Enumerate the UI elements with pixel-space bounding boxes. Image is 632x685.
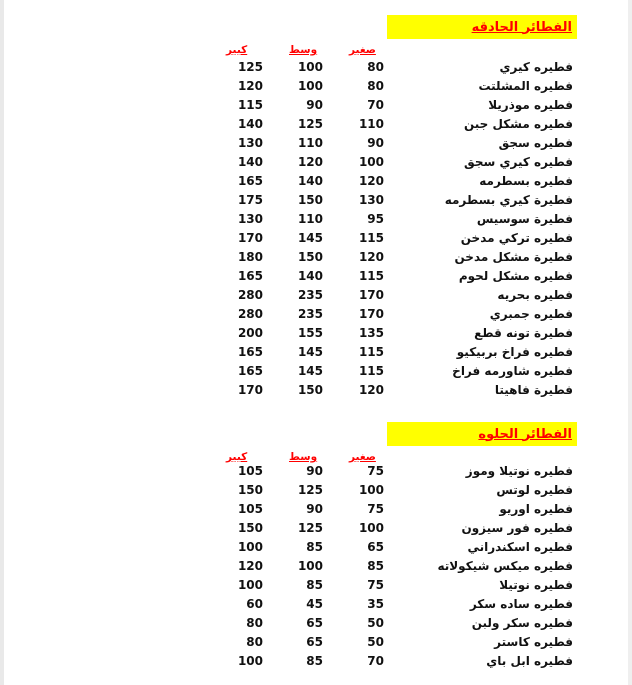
price-medium: 45 — [306, 597, 323, 611]
price-large: 150 — [237, 521, 263, 535]
price-medium: 140 — [297, 174, 323, 188]
price-large: 80 — [246, 635, 263, 649]
price-medium: 100 — [297, 60, 323, 74]
item-name: فطيره بحريه — [497, 288, 573, 302]
price-small: 35 — [367, 597, 384, 611]
price-medium: 155 — [297, 326, 323, 340]
item-name: فطيره المشلتت — [478, 79, 573, 93]
menu-item-row — [0, 153, 632, 172]
price-medium: 120 — [297, 155, 323, 169]
price-large: 100 — [237, 540, 263, 554]
menu-item-row — [0, 305, 632, 324]
menu-item-row — [0, 58, 632, 77]
price-small: 135 — [358, 326, 384, 340]
price-small: 70 — [367, 654, 384, 668]
price-small: 90 — [367, 136, 384, 150]
savory-items-list — [0, 58, 632, 400]
savory-header-small: صغير — [349, 44, 376, 56]
item-name: فطيره لوتس — [496, 483, 573, 497]
menu-item-row — [0, 191, 632, 210]
item-name: فطيره مشكل لحوم — [458, 269, 573, 283]
price-small: 85 — [367, 559, 384, 573]
price-small: 130 — [358, 193, 384, 207]
price-medium: 65 — [306, 616, 323, 630]
item-name: فطيره ميكس شيكولاته — [437, 559, 573, 573]
item-name: فطيره كيري — [499, 60, 573, 74]
savory-title: الفطائر الحادقه — [471, 19, 572, 35]
menu-item-row — [0, 248, 632, 267]
price-large: 165 — [237, 174, 263, 188]
price-large: 100 — [237, 578, 263, 592]
price-medium: 235 — [297, 288, 323, 302]
item-name: فطيره شاورمه فراخ — [452, 364, 573, 378]
price-small: 170 — [358, 307, 384, 321]
menu-item-row — [0, 229, 632, 248]
price-large: 100 — [237, 654, 263, 668]
price-medium: 150 — [297, 250, 323, 264]
price-small: 100 — [358, 483, 384, 497]
price-medium: 150 — [297, 193, 323, 207]
price-small: 50 — [367, 635, 384, 649]
sweet-header-large: كبير — [226, 451, 248, 463]
sweet-items-list — [0, 462, 632, 671]
price-small: 100 — [358, 521, 384, 535]
price-small: 115 — [358, 231, 384, 245]
price-large: 120 — [237, 79, 263, 93]
menu-item-row — [0, 652, 632, 671]
price-small: 170 — [358, 288, 384, 302]
item-name: فطيره ابل باي — [486, 654, 573, 668]
price-medium: 140 — [297, 269, 323, 283]
menu-item-row — [0, 96, 632, 115]
menu-item-row — [0, 210, 632, 229]
price-medium: 65 — [306, 635, 323, 649]
price-large: 120 — [237, 559, 263, 573]
menu-item-row — [0, 286, 632, 305]
price-small: 100 — [358, 155, 384, 169]
price-medium: 85 — [306, 540, 323, 554]
price-large: 125 — [237, 60, 263, 74]
price-small: 120 — [358, 174, 384, 188]
price-small: 50 — [367, 616, 384, 630]
price-medium: 90 — [306, 98, 323, 112]
item-name: فطيره نوتيلا — [499, 578, 573, 592]
price-small: 115 — [358, 345, 384, 359]
menu-item-row — [0, 343, 632, 362]
item-name: فطيره موذريلا — [488, 98, 573, 112]
menu-item-row — [0, 267, 632, 286]
sweet-header-medium: وسط — [289, 451, 318, 463]
price-medium: 145 — [297, 231, 323, 245]
menu-item-row — [0, 500, 632, 519]
savory-header-large: كبير — [226, 44, 248, 56]
price-medium: 110 — [297, 136, 323, 150]
price-medium: 150 — [297, 383, 323, 397]
price-small: 65 — [367, 540, 384, 554]
price-large: 170 — [237, 383, 263, 397]
price-large: 140 — [237, 155, 263, 169]
price-large: 140 — [237, 117, 263, 131]
price-large: 130 — [237, 136, 263, 150]
price-small: 75 — [367, 502, 384, 516]
price-small: 75 — [367, 464, 384, 478]
item-name: فطيره جمبري — [489, 307, 573, 321]
item-name: فطيرة تونه قطع — [474, 326, 573, 340]
price-small: 110 — [358, 117, 384, 131]
price-medium: 85 — [306, 654, 323, 668]
item-name: فطيره تركي مدخن — [460, 231, 573, 245]
price-medium: 110 — [297, 212, 323, 226]
price-medium: 100 — [297, 79, 323, 93]
menu-item-row — [0, 481, 632, 500]
price-large: 280 — [237, 307, 263, 321]
menu-item-row — [0, 324, 632, 343]
item-name: فطيره نوتيلا وموز — [465, 464, 573, 478]
price-large: 165 — [237, 345, 263, 359]
item-name: فطيرة كيري بسطرمه — [444, 193, 573, 207]
item-name: فطيرة مشكل مدخن — [454, 250, 573, 264]
menu-item-row — [0, 538, 632, 557]
price-medium: 145 — [297, 345, 323, 359]
savory-title-box — [387, 15, 577, 39]
price-medium: 100 — [297, 559, 323, 573]
price-small: 80 — [367, 60, 384, 74]
sweet-header-small: صغير — [349, 451, 376, 463]
menu-item-row — [0, 172, 632, 191]
item-name: فطيره كاستر — [494, 635, 573, 649]
menu-item-row — [0, 595, 632, 614]
price-large: 165 — [237, 364, 263, 378]
price-medium: 85 — [306, 578, 323, 592]
price-small: 75 — [367, 578, 384, 592]
item-name: فطيرة فاهيتا — [494, 383, 573, 397]
item-name: فطيره اسكندراني — [467, 540, 573, 554]
price-large: 280 — [237, 288, 263, 302]
menu-item-row — [0, 614, 632, 633]
menu-item-row — [0, 381, 632, 400]
menu-item-row — [0, 519, 632, 538]
price-medium: 235 — [297, 307, 323, 321]
price-large: 105 — [237, 464, 263, 478]
item-name: فطيره سجق — [498, 136, 573, 150]
item-name: فطيرة سوسيس — [476, 212, 573, 226]
savory-header-medium: وسط — [289, 44, 318, 56]
menu-item-row — [0, 557, 632, 576]
price-small: 115 — [358, 364, 384, 378]
price-medium: 90 — [306, 502, 323, 516]
item-name: فطيره ساده سكر — [469, 597, 573, 611]
price-large: 200 — [237, 326, 263, 340]
item-name: فطيره فراخ بربيكيو — [456, 345, 573, 359]
price-medium: 145 — [297, 364, 323, 378]
item-name: فطيره فور سيزون — [461, 521, 573, 535]
price-large: 105 — [237, 502, 263, 516]
sweet-title: الفطائر الحلوه — [478, 426, 572, 442]
price-large: 175 — [237, 193, 263, 207]
price-small: 120 — [358, 250, 384, 264]
price-small: 115 — [358, 269, 384, 283]
price-small: 120 — [358, 383, 384, 397]
item-name: فطيره اوريو — [499, 502, 573, 516]
price-large: 170 — [237, 231, 263, 245]
price-large: 115 — [237, 98, 263, 112]
item-name: فطيره كيري سجق — [464, 155, 573, 169]
item-name: فطيره بسطرمه — [479, 174, 573, 188]
price-medium: 125 — [297, 483, 323, 497]
price-large: 60 — [246, 597, 263, 611]
item-name: فطيره سكر ولبن — [471, 616, 573, 630]
price-large: 150 — [237, 483, 263, 497]
price-small: 80 — [367, 79, 384, 93]
menu-item-row — [0, 462, 632, 481]
menu-item-row — [0, 576, 632, 595]
price-large: 80 — [246, 616, 263, 630]
menu-item-row — [0, 362, 632, 381]
menu-item-row — [0, 77, 632, 96]
item-name: فطيره مشكل جبن — [463, 117, 573, 131]
menu-item-row — [0, 134, 632, 153]
price-small: 95 — [367, 212, 384, 226]
price-large: 130 — [237, 212, 263, 226]
sweet-title-box — [387, 422, 577, 446]
price-large: 165 — [237, 269, 263, 283]
menu-item-row — [0, 633, 632, 652]
price-medium: 125 — [297, 521, 323, 535]
price-medium: 125 — [297, 117, 323, 131]
menu-item-row — [0, 115, 632, 134]
price-large: 180 — [237, 250, 263, 264]
price-medium: 90 — [306, 464, 323, 478]
price-small: 70 — [367, 98, 384, 112]
